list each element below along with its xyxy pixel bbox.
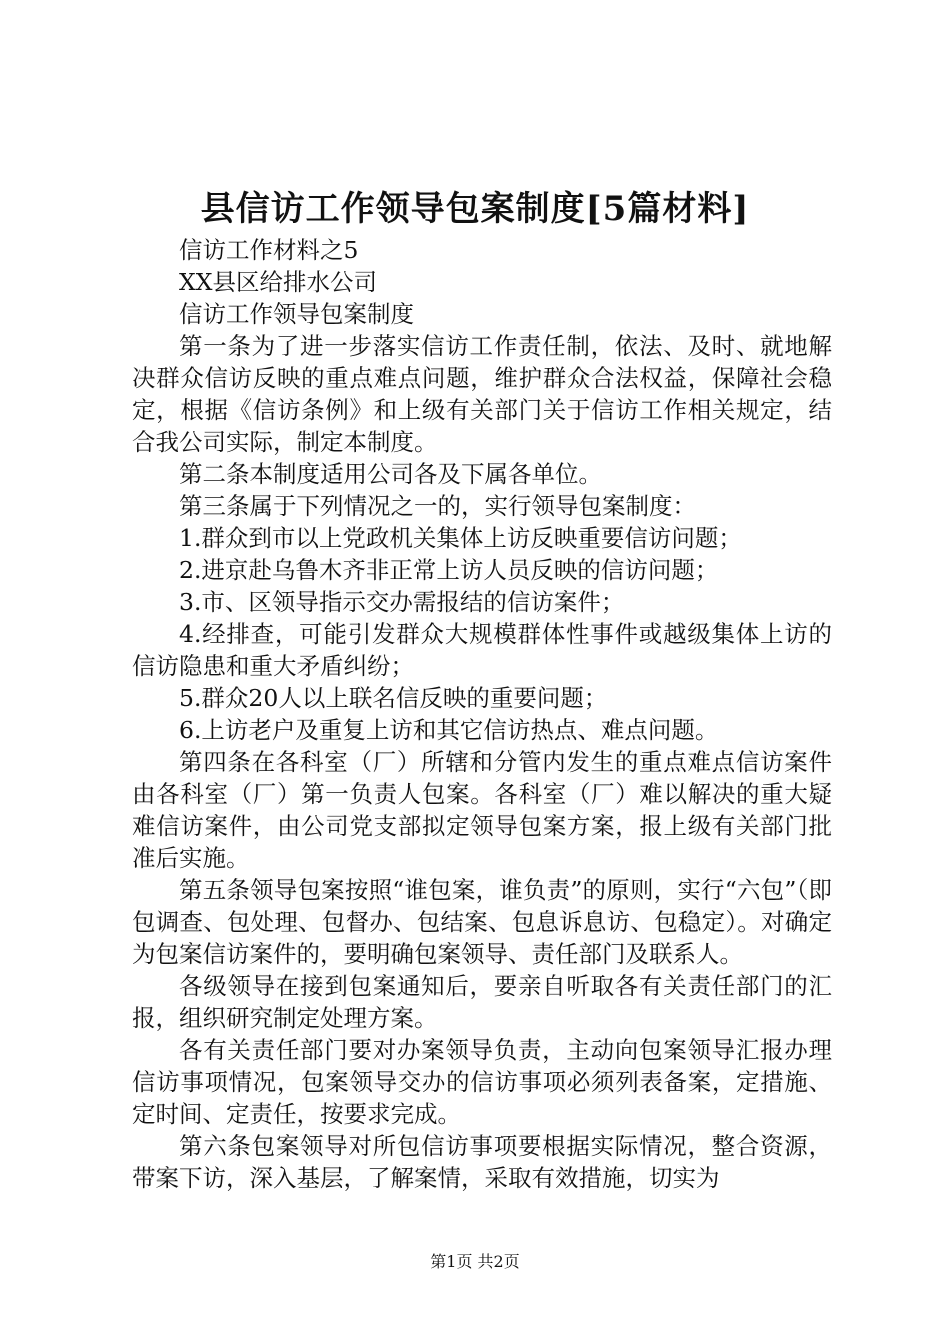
paragraph: 各级领导在接到包案通知后，要亲自听取各有关责任部门的汇报，组织研究制定处理方案。 <box>132 972 832 1032</box>
page-footer: 第1页 共2页 <box>430 1252 520 1271</box>
list-item: 2.进京赴乌鲁木齐非正常上访人员反映的信访问题； <box>179 556 719 584</box>
paragraph: 各有关责任部门要对办案领导负责，主动向包案领导汇报办理信访事项情况，包案领导交办的信访事项必须列表备案，定措施、定时间、定责任，按要求完成。 <box>132 1036 832 1128</box>
document-body <box>132 234 832 1194</box>
list-item: 1.群众到市以上党政机关集体上访反映重要信访问题； <box>179 524 742 552</box>
document-title: 县信访工作领导包案制度[5篇材料] <box>200 189 750 229</box>
paragraph: 信访工作材料之5 <box>179 236 359 264</box>
list-item: 3.市、区领导指示交办需报结的信访案件； <box>179 588 625 616</box>
paragraph: XX县区给排水公司 <box>179 268 377 296</box>
list-item: 5.群众20人以上联名信反映的重要问题； <box>179 684 608 712</box>
list-item: 6.上访老户及重复上访和其它信访热点、难点问题。 <box>179 716 719 744</box>
paragraph: 第五条领导包案按照“谁包案，谁负责”的原则，实行“六包”（即包调查、包处理、包督办、包结案、包息诉息访、包稳定）。对确定为包案信访案件的，要明确包案领导、责任部门及联系人。 <box>132 876 832 968</box>
paragraph: 第一条为了进一步落实信访工作责任制，依法、及时、就地解决群众信访反映的重点难点问题，维护群众合法权益，保障社会稳定，根据《信访条例》和上级有关部门关于信访工作相关规定，结合我公司实际，制定本制度。 <box>132 332 832 456</box>
paragraph: 信访工作领导包案制度 <box>179 300 414 328</box>
paragraph: 第六条包案领导对所包信访事项要根据实际情况，整合资源，带案下访，深入基层，了解案情，采取有效措施，切实为 <box>132 1132 832 1192</box>
paragraph: 第二条本制度适用公司各及下属各单位。 <box>179 460 602 488</box>
paragraph: 第三条属于下列情况之一的，实行领导包案制度： <box>179 492 696 520</box>
paragraph: 第四条在各科室（厂）所辖和分管内发生的重点难点信访案件由各科室（厂）第一负责人包案。各科室（厂）难以解决的重大疑难信访案件，由公司党支部拟定领导包案方案，报上级有关部门批准后实施。 <box>132 748 832 872</box>
list-item: 4.经排查，可能引发群众大规模群体性事件或越级集体上访的信访隐患和重大矛盾纠纷； <box>132 620 832 680</box>
